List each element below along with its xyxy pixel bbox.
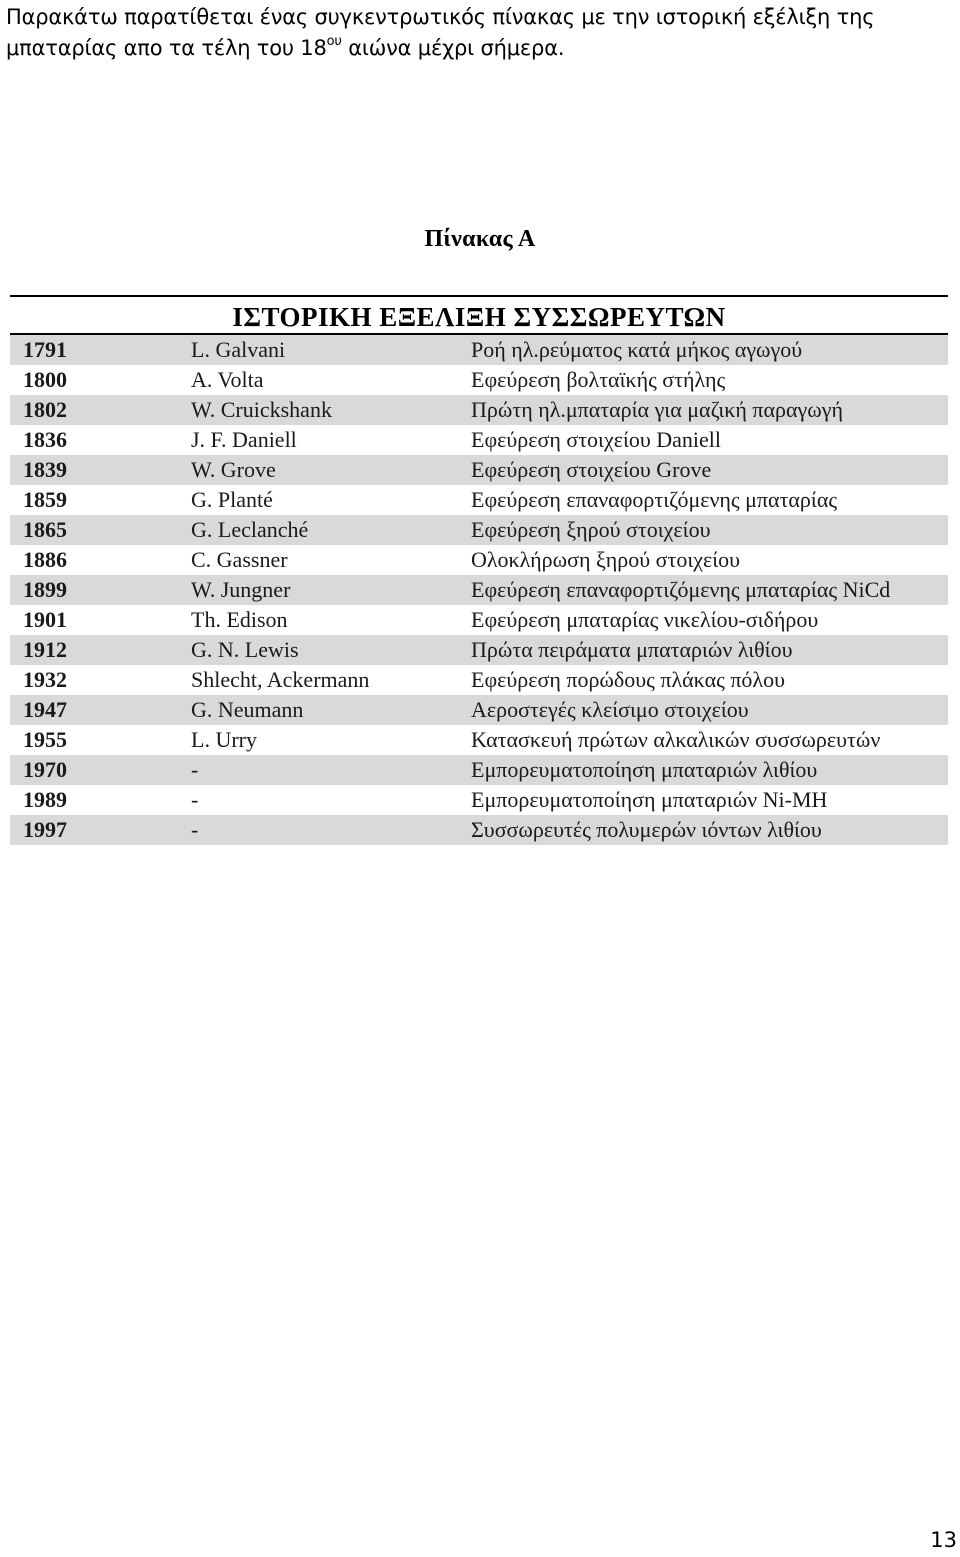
table-row — [10, 515, 948, 545]
table-row — [10, 665, 948, 695]
table-heading: ΙΣΤΟΡΙΚΗ ΕΞΕΛΙΞΗ ΣΥΣΣΩΡΕΥΤΩΝ — [10, 297, 948, 335]
person-cell: - — [191, 757, 199, 782]
intro-line-1: Παρακάτω παρατίθεται ένας συγκεντρωτικός πίνακας με την ιστορική εξέλιξη της — [6, 5, 875, 29]
person-cell: W. Jungner — [191, 577, 291, 602]
person-cell: J. F. Daniell — [191, 427, 297, 452]
table-row — [10, 485, 948, 515]
table-row — [10, 635, 948, 665]
table-row — [10, 785, 948, 815]
table-row — [10, 695, 948, 725]
event-cell: Εφεύρεση επαναφορτιζόμενης μπαταρίας NiCd — [471, 577, 891, 602]
intro-paragraph — [6, 2, 956, 64]
event-cell: Ροή ηλ.ρεύματος κατά μήκος αγωγού — [471, 337, 803, 362]
event-cell: Εφεύρεση στοιχείου Grove — [471, 457, 712, 482]
table-caption: Πίνακας Α — [424, 226, 536, 252]
year-cell: 1912 — [23, 637, 67, 662]
page-number: 13 — [930, 1528, 957, 1552]
year-cell: 1932 — [23, 667, 67, 692]
person-cell: Th. Edison — [191, 607, 288, 632]
year-cell: 1901 — [23, 607, 67, 632]
event-cell: Εφεύρεση ξηρού στοιχείου — [471, 517, 711, 542]
table-row — [10, 395, 948, 425]
table-row — [10, 605, 948, 635]
event-cell: Συσσωρευτές πολυμερών ιόντων λιθίου — [471, 817, 822, 842]
table-row — [10, 455, 948, 485]
event-cell: Κατασκευή πρώτων αλκαλικών συσσωρευτών — [471, 727, 881, 752]
year-cell: 1886 — [23, 547, 67, 572]
event-cell: Εφεύρεση στοιχείου Daniell — [471, 427, 722, 452]
person-cell: Shlecht, Ackermann — [191, 667, 370, 692]
table-row — [10, 575, 948, 605]
event-cell: Εφεύρεση πορώδους πλάκας πόλου — [471, 667, 785, 692]
event-cell: Εμπορευματοποίηση μπαταριών Ni-MH — [471, 787, 828, 812]
person-cell: C. Gassner — [191, 547, 288, 572]
table-row — [10, 365, 948, 395]
person-cell: G. N. Lewis — [191, 637, 299, 662]
year-cell: 1800 — [23, 367, 67, 392]
event-cell: Αεροστεγές κλείσιμο στοιχείου — [471, 697, 749, 722]
event-cell: Πρώτη ηλ.μπαταρία για μαζική παραγωγή — [471, 397, 843, 422]
person-cell: G. Leclanché — [191, 517, 309, 542]
event-cell: Πρώτα πειράματα μπαταριών λιθίου — [471, 637, 793, 662]
table-row — [10, 725, 948, 755]
person-cell: - — [191, 817, 199, 842]
table-row — [10, 335, 948, 365]
person-cell: G. Planté — [191, 487, 273, 512]
year-cell: 1839 — [23, 457, 67, 482]
event-cell: Ολοκλήρωση ξηρού στοιχείου — [471, 547, 741, 572]
event-cell: Εφεύρεση βολταϊκής στήλης — [471, 367, 726, 392]
table-row — [10, 425, 948, 455]
table-row — [10, 815, 948, 845]
year-cell: 1802 — [23, 397, 67, 422]
person-cell: - — [191, 787, 199, 812]
person-cell: G. Neumann — [191, 697, 304, 722]
event-cell: Εμπορευματοποίηση μπαταριών λιθίου — [471, 757, 818, 782]
table-row — [10, 755, 948, 785]
year-cell: 1836 — [23, 427, 67, 452]
year-cell: 1947 — [23, 697, 67, 722]
intro-ordinal-superscript: ου — [326, 34, 342, 49]
year-cell: 1970 — [23, 757, 67, 782]
person-cell: A. Volta — [191, 367, 264, 392]
intro-line-2-end: αιώνα μέχρι σήμερα. — [341, 36, 565, 60]
event-cell: Εφεύρεση μπαταρίας νικελίου-σιδήρου — [471, 607, 819, 632]
person-cell: L. Urry — [191, 727, 257, 752]
person-cell: L. Galvani — [191, 337, 286, 362]
intro-line-2-start: μπαταρίας απο τα τέλη του 18 — [6, 36, 327, 60]
year-cell: 1989 — [23, 787, 67, 812]
person-cell: W. Cruickshank — [191, 397, 332, 422]
person-cell: W. Grove — [191, 457, 276, 482]
event-cell: Εφεύρεση επαναφορτιζόμενης μπαταρίας — [471, 487, 838, 512]
year-cell: 1899 — [23, 577, 67, 602]
year-cell: 1859 — [23, 487, 67, 512]
year-cell: 1791 — [23, 337, 67, 362]
year-cell: 1865 — [23, 517, 67, 542]
year-cell: 1955 — [23, 727, 67, 752]
battery-history-table — [10, 295, 948, 845]
table-row — [10, 545, 948, 575]
year-cell: 1997 — [23, 817, 67, 842]
